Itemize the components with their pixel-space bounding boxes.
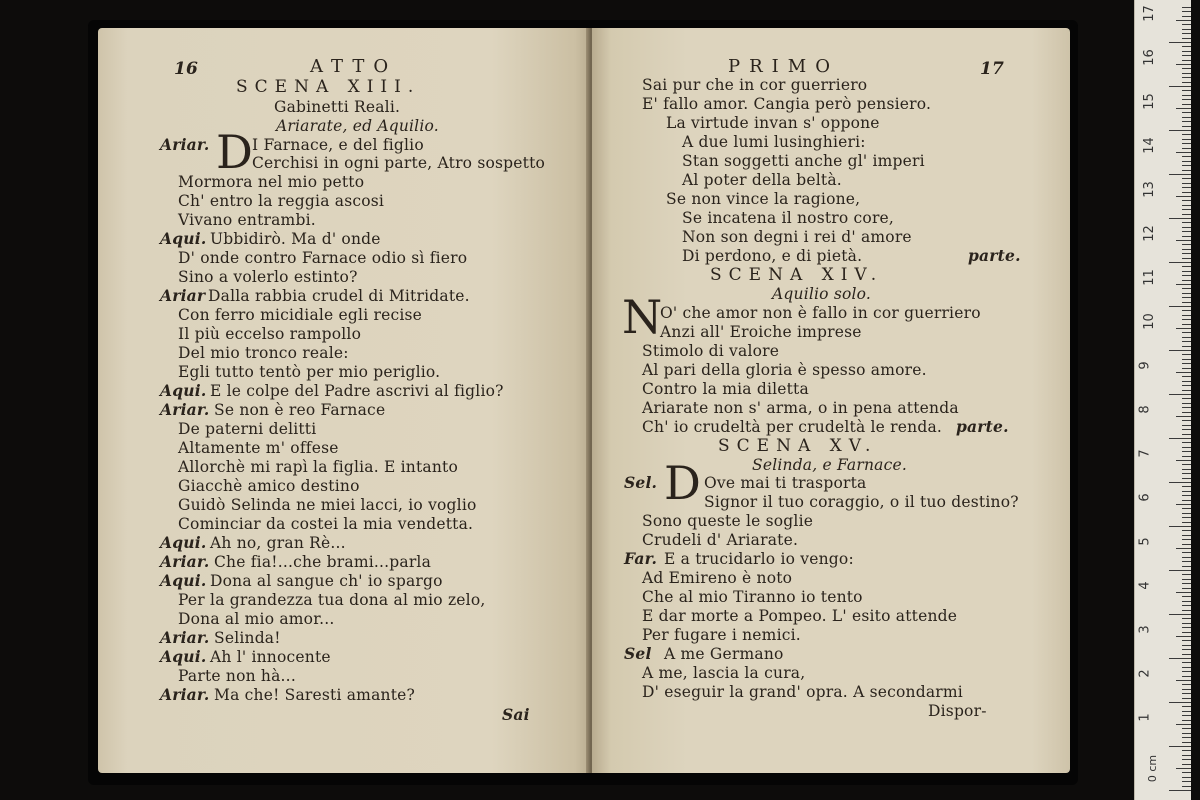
ruler-number: 7 [1137,449,1153,458]
ruler-tick [1182,51,1191,52]
ruler-tick [1182,165,1191,166]
ruler-tick [1182,610,1191,611]
ruler-tick [1182,126,1191,127]
verse-line: Ad Emireno è noto [642,569,793,587]
ruler-tick [1182,178,1191,179]
ruler-tick [1182,148,1191,149]
ruler-tick [1182,522,1191,523]
ruler-tick [1182,689,1191,690]
ruler-tick [1182,715,1191,716]
ruler-tick [1176,328,1191,329]
ruler-number: 17 [1141,5,1157,22]
verse-line: Sono queste le soglie [642,512,814,530]
speaker: Aqui. [160,229,207,248]
ruler-tick [1182,236,1191,237]
ruler-tick [1182,750,1191,751]
ruler-tick [1182,139,1191,140]
verse-line: Signor il tuo coraggio, o il tuo destino? [704,493,1019,511]
ruler-tick [1176,196,1191,197]
ruler-tick [1176,504,1191,505]
verse-line: Dalla rabbia crudel di Mitridate. [208,287,470,305]
ruler-tick [1182,442,1191,443]
ruler-tick [1182,495,1191,496]
ruler-tick [1182,627,1191,628]
ruler-tick [1182,60,1191,61]
verse-line: Che fia!...che brami...parla [214,553,432,571]
ruler-tick [1182,95,1191,96]
ruler-tick [1176,20,1191,21]
verse-line: Se incatena il nostro core, [682,209,895,227]
ruler-tick [1182,698,1191,699]
verse-line: Crudeli d' Ariarate. [642,531,799,549]
ruler-tick [1182,170,1191,171]
drop-cap-left: D [216,125,253,179]
page-number-right: 17 [980,59,1005,79]
ruler-tick [1182,310,1191,311]
ruler-tick [1169,746,1191,747]
ruler-tick [1169,702,1191,703]
ruler-tick [1182,579,1191,580]
drop-cap-n: N [622,290,663,344]
ruler-tick [1182,121,1191,122]
ruler-tick [1182,104,1191,105]
verse-line: Mormora nel mio petto [178,173,365,191]
ruler-tick [1182,645,1191,646]
ruler-tick [1182,376,1191,377]
ruler-tick [1182,755,1191,756]
ruler-tick [1182,90,1191,91]
speaker: Aqui. [160,647,207,666]
ruler-tick [1182,359,1191,360]
verse-line: Ah l' innocente [210,648,331,666]
ruler-tick [1182,706,1191,707]
ruler-tick [1182,781,1191,782]
ruler-tick [1182,464,1191,465]
ruler-tick [1182,231,1191,232]
verse-line: Altamente m' offese [178,439,339,457]
ruler-tick [1182,244,1191,245]
ruler-number: 14 [1141,137,1157,154]
speaker: Aqui. [160,533,207,552]
ruler-tick [1176,64,1191,65]
verse-line: Ch' io crudeltà per crudeltà le renda. [642,418,943,436]
ruler-tick [1176,768,1191,769]
ruler-tick [1182,671,1191,672]
speaker: Far. [624,549,658,568]
ruler-tick [1182,733,1191,734]
speaker: Ariar. [160,552,210,571]
verse-line: Giacchè amico destino [178,477,360,495]
speaker: Ariar. [160,685,210,704]
ruler-tick [1182,385,1191,386]
verse-line: Ove mai ti trasporta [704,474,867,492]
verse-line: Il più eccelso rampollo [178,325,362,343]
ruler-tick [1182,618,1191,619]
verse-line: Ch' entro la reggia ascosi [178,192,385,210]
ruler-tick [1182,786,1191,787]
ruler-tick [1176,592,1191,593]
ruler-tick [1182,601,1191,602]
ruler-tick [1176,108,1191,109]
ruler-tick [1182,205,1191,206]
verse-line: Vivano entrambi. [178,211,316,229]
ruler-tick [1176,680,1191,681]
verse-line: Egli tutto tentò per mio periglio. [178,363,441,381]
verse-line: D' onde contro Farnace odio sì fiero [178,249,468,267]
ruler-tick [1176,636,1191,637]
verse-line: A me Germano [664,645,784,663]
speaker: Ariar. [160,400,210,419]
ruler-tick [1182,187,1191,188]
verse-line: Ubbidirò. Ma d' onde [210,230,381,248]
scene-characters: Selinda, e Farnace. [752,456,907,474]
measurement-ruler [1134,0,1191,800]
ruler-tick [1182,640,1191,641]
ruler-tick [1182,227,1191,228]
verse-line: A due lumi lusinghieri: [682,133,866,151]
ruler-tick [1182,24,1191,25]
ruler-tick [1176,284,1191,285]
verse-line: Ah no, gran Rè... [210,534,346,552]
verse-line: De paterni delitti [178,420,317,438]
verse-line: E a trucidarlo io vengo: [664,550,854,568]
ruler-tick [1182,566,1191,567]
ruler-tick [1182,275,1191,276]
ruler-tick [1182,759,1191,760]
ruler-tick [1182,381,1191,382]
ruler-tick [1182,363,1191,364]
ruler-tick [1182,288,1191,289]
ruler-tick [1182,55,1191,56]
scene-title-xv: SCENA XV. [718,436,878,456]
verse-line: Per la grandezza tua dona al mio zelo, [178,591,486,609]
ruler-tick [1182,772,1191,773]
ruler-tick [1182,16,1191,17]
ruler-tick [1182,368,1191,369]
ruler-tick [1182,253,1191,254]
ruler-tick [1182,676,1191,677]
scene-setting: Gabinetti Reali. [274,98,401,116]
verse-line: Ma che! Saresti amante? [214,686,416,704]
ruler-tick [1182,491,1191,492]
ruler-tick [1182,337,1191,338]
left-page [98,28,590,773]
ruler-tick [1182,209,1191,210]
speaker: Aqui. [160,381,207,400]
ruler-tick [1182,249,1191,250]
ruler-tick [1182,588,1191,589]
ruler-tick [1182,398,1191,399]
ruler-number: 6 [1137,493,1153,502]
verse-line: Guidò Selinda ne miei lacci, io voglio [178,496,477,514]
verse-line: Anzi all' Eroiche imprese [660,323,862,341]
speaker: Ariar. [160,135,210,154]
ruler-tick [1169,394,1191,395]
scene-characters: Aquilio solo. [772,285,872,303]
verse-line: Non son degni i rei d' amore [682,228,912,246]
speaker: Sel [624,644,652,663]
ruler-tick [1182,412,1191,413]
verse-line: Parte non hà... [178,667,296,685]
ruler-tick [1182,297,1191,298]
ruler-number: 15 [1141,93,1157,110]
verse-line: Per fugare i nemici. [642,626,801,644]
ruler-tick [1182,143,1191,144]
verse-line: E dar morte a Pompeo. L' esito attende [642,607,958,625]
scene-characters: Ariarate, ed Aquilio. [276,117,439,135]
ruler-tick [1169,526,1191,527]
verse-line: Di perdono, e di pietà. [682,247,863,265]
verse-line: Selinda! [214,629,281,647]
ruler-tick [1182,346,1191,347]
ruler-tick [1182,451,1191,452]
right-page [592,28,1070,773]
running-head-right: PRIMO [728,56,839,77]
ruler-tick [1182,539,1191,540]
catchword-right: Dispor- [928,702,987,720]
drop-cap-d: D [664,456,701,510]
ruler-tick [1169,42,1191,43]
ruler-tick [1182,456,1191,457]
ruler-tick [1182,390,1191,391]
catchword-left: Sai [502,705,530,724]
ruler-tick [1182,425,1191,426]
ruler-tick [1169,350,1191,351]
verse-line: Sai pur che in cor guerriero [642,76,868,94]
ruler-tick [1169,614,1191,615]
ruler-tick [1182,161,1191,162]
ruler-tick [1176,548,1191,549]
verse-line: O' che amor non è fallo in cor guerriero [660,304,981,322]
ruler-tick [1169,262,1191,263]
ruler-number: 13 [1141,181,1157,198]
ruler-tick [1182,112,1191,113]
verse-line: Stan soggetti anche gl' imperi [682,152,925,170]
ruler-tick [1182,33,1191,34]
ruler-tick [1182,623,1191,624]
ruler-tick [1182,134,1191,135]
verse-line: Stimolo di valore [642,342,780,360]
ruler-tick [1182,183,1191,184]
verse-line: Sino a volerlo estinto? [178,268,358,286]
ruler-tick [1182,77,1191,78]
exit-direction: parte. [956,417,1009,436]
ruler-tick [1169,306,1191,307]
ruler-number: 10 [1141,313,1157,330]
verse-line: Se non vince la ragione, [666,190,861,208]
ruler-tick [1182,434,1191,435]
ruler-number: 11 [1141,269,1157,286]
ruler-tick [1182,654,1191,655]
ruler-tick [1182,478,1191,479]
ruler-tick [1182,508,1191,509]
ruler-tick [1169,130,1191,131]
ruler-tick [1182,293,1191,294]
ruler-tick [1182,29,1191,30]
ruler-tick [1182,407,1191,408]
ruler-tick [1169,570,1191,571]
verse-line: Al poter della beltà. [682,171,842,189]
ruler-tick [1182,302,1191,303]
verse-line: D' eseguir la grand' opra. A secondarmi [642,683,963,701]
ruler-tick [1182,354,1191,355]
speaker: Sel. [624,473,658,492]
verse-line: Che al mio Tiranno io tento [642,588,863,606]
ruler-tick [1182,557,1191,558]
ruler-number: 12 [1141,225,1157,242]
ruler-tick [1169,790,1191,791]
verse-line: E le colpe del Padre ascrivi al figlio? [210,382,504,400]
verse-line: E' fallo amor. Cangia però pensiero. [642,95,932,113]
verse-line: Cominciar da costei la mia vendetta. [178,515,474,533]
speaker: Ariar [160,286,206,305]
ruler-tick [1182,720,1191,721]
ruler-tick [1182,117,1191,118]
ruler-tick [1182,68,1191,69]
ruler-number: 8 [1137,405,1153,414]
ruler-tick [1182,469,1191,470]
ruler-tick [1182,605,1191,606]
ruler-tick [1182,632,1191,633]
speaker: Ariar. [160,628,210,647]
ruler-tick [1182,271,1191,272]
ruler-tick [1176,460,1191,461]
ruler-tick [1182,280,1191,281]
ruler-number: 5 [1137,537,1153,546]
verse-line: La virtude invan s' oppone [666,114,880,132]
ruler-number: 2 [1137,669,1153,678]
ruler-tick [1182,737,1191,738]
ruler-tick [1169,658,1191,659]
ruler-tick [1176,416,1191,417]
scene-title-xiii: SCENA XIII. [236,77,421,97]
verse-line: Dona al sangue ch' io spargo [210,572,443,590]
ruler-tick [1182,222,1191,223]
verse-line: I Farnace, e del figlio [252,136,424,154]
speaker: Aqui. [160,571,207,590]
ruler-tick [1182,200,1191,201]
ruler-unit-label: 0 cm [1146,754,1160,783]
ruler-tick [1176,372,1191,373]
ruler-tick [1176,152,1191,153]
ruler-tick [1182,728,1191,729]
ruler-tick [1182,447,1191,448]
ruler-tick [1182,764,1191,765]
ruler-tick [1182,649,1191,650]
ruler-tick [1169,482,1191,483]
ruler-tick [1182,7,1191,8]
ruler-tick [1182,38,1191,39]
scene-title-xiv: SCENA XIV. [710,265,884,285]
ruler-tick [1182,667,1191,668]
ruler-tick [1182,315,1191,316]
ruler-tick [1182,341,1191,342]
ruler-tick [1182,544,1191,545]
ruler-tick [1182,156,1191,157]
ruler-number: 4 [1137,581,1153,590]
ruler-tick [1182,684,1191,685]
ruler-tick [1182,711,1191,712]
ruler-tick [1182,82,1191,83]
ruler-tick [1182,403,1191,404]
ruler-tick [1182,777,1191,778]
ruler-tick [1182,11,1191,12]
verse-line: Allorchè mi rapì la figlia. E intanto [178,458,458,476]
ruler-tick [1182,596,1191,597]
ruler-number: 1 [1137,713,1153,722]
ruler-tick [1182,319,1191,320]
running-head-left: ATTO [310,56,398,77]
ruler-tick [1182,258,1191,259]
ruler-number: 9 [1137,361,1153,370]
verse-line: Cerchisi in ogni parte, Atro sospetto [252,154,546,172]
ruler-tick [1169,174,1191,175]
verse-line: Al pari della gloria è spesso amore. [642,361,927,379]
ruler-tick [1176,724,1191,725]
ruler-tick [1182,561,1191,562]
ruler-tick [1182,324,1191,325]
ruler-tick [1182,517,1191,518]
ruler-tick [1182,420,1191,421]
ruler-tick [1182,583,1191,584]
verse-line: A me, lascia la cura, [642,664,806,682]
ruler-tick [1182,332,1191,333]
ruler-tick [1169,86,1191,87]
verse-line: Con ferro micidiale egli recise [178,306,423,324]
ruler-tick [1182,742,1191,743]
ruler-tick [1169,438,1191,439]
ruler-tick [1182,574,1191,575]
ruler-tick [1182,266,1191,267]
exit-direction: parte. [968,246,1021,265]
ruler-tick [1182,73,1191,74]
ruler-number: 3 [1137,625,1153,634]
page-number-left: 16 [174,59,199,79]
ruler-tick [1182,99,1191,100]
verse-line: Contro la mia diletta [642,380,809,398]
ruler-tick [1182,500,1191,501]
verse-line: Del mio tronco reale: [178,344,349,362]
ruler-tick [1182,214,1191,215]
ruler-tick [1182,693,1191,694]
ruler-tick [1182,192,1191,193]
ruler-tick [1182,46,1191,47]
ruler-tick [1182,429,1191,430]
ruler-number: 16 [1141,49,1157,66]
verse-line: Dona al mio amor... [178,610,335,628]
verse-line: Se non è reo Farnace [214,401,386,419]
ruler-tick [1182,535,1191,536]
ruler-tick [1182,473,1191,474]
ruler-tick [1182,513,1191,514]
ruler-tick [1182,530,1191,531]
ruler-tick [1176,240,1191,241]
verse-line: Ariarate non s' arma, o in pena attenda [642,399,959,417]
ruler-tick [1182,552,1191,553]
ruler-tick [1169,218,1191,219]
ruler-tick [1182,486,1191,487]
ruler-tick [1182,662,1191,663]
